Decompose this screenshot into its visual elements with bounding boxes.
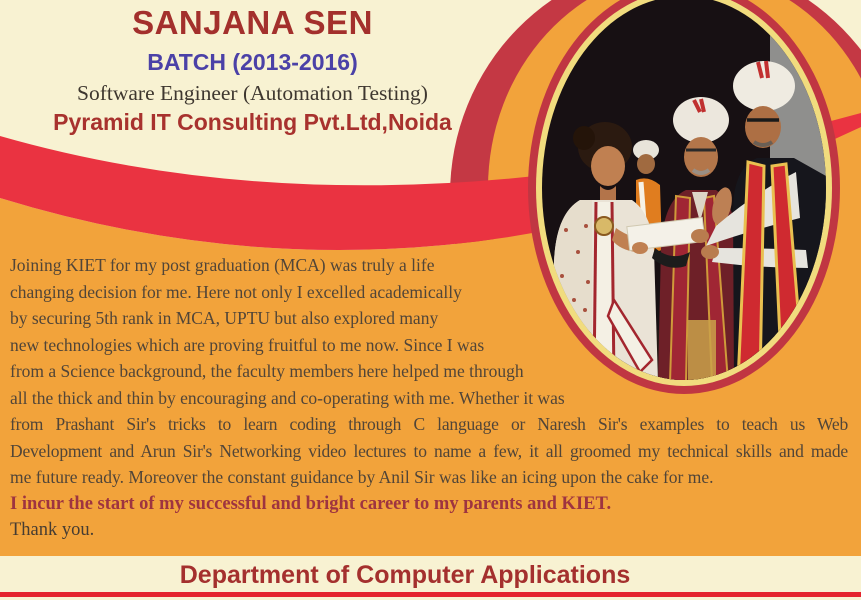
testimonial-text: [10, 252, 848, 544]
company-name: Pyramid IT Consulting Pvt.Ltd,Noida: [53, 109, 452, 135]
footer: [0, 556, 861, 600]
testimonial-line: Development and Arun Sir's Networking video lectures to name a few, it all groomed my technical skills and made: [10, 440, 848, 461]
testimonial-line: all the thick and thin by encouraging and co-operating with me. Whether it was: [10, 387, 565, 408]
testimonial-line: changing decision for me. Here not only I excelled academically: [10, 281, 462, 302]
batch-label: BATCH (2013-2016): [147, 49, 358, 75]
testimonial-line: from Prashant Sir's tricks to learn coding through C language or Naresh Sir's examples to teach us Web: [10, 414, 848, 434]
student-name: SANJANA SEN: [132, 4, 373, 41]
testimonial-closing: Thank you.: [10, 520, 95, 540]
testimonial-line: from a Science background, the faculty members here helped me through: [10, 361, 524, 381]
department-title: Department of Computer Applications: [179, 561, 631, 589]
job-role: Software Engineer (Automation Testing): [77, 81, 428, 105]
header: [0, 0, 505, 136]
testimonial-line: Joining KIET for my post graduation (MCA) was truly a life: [10, 255, 435, 275]
footer-red-rule: [0, 592, 861, 597]
testimonial-line: by securing 5th rank in MCA, UPTU but also explored many: [10, 308, 439, 328]
testimonial-highlight: I incur the start of my successful and bright career to my parents and KIET.: [10, 493, 612, 514]
testimonial-line: new technologies which are proving fruitful to me now. Since I was: [10, 334, 485, 355]
testimonial-line: me future ready. Moreover the constant guidance by Anil Sir was like an icing upon the cake for me.: [10, 467, 714, 487]
